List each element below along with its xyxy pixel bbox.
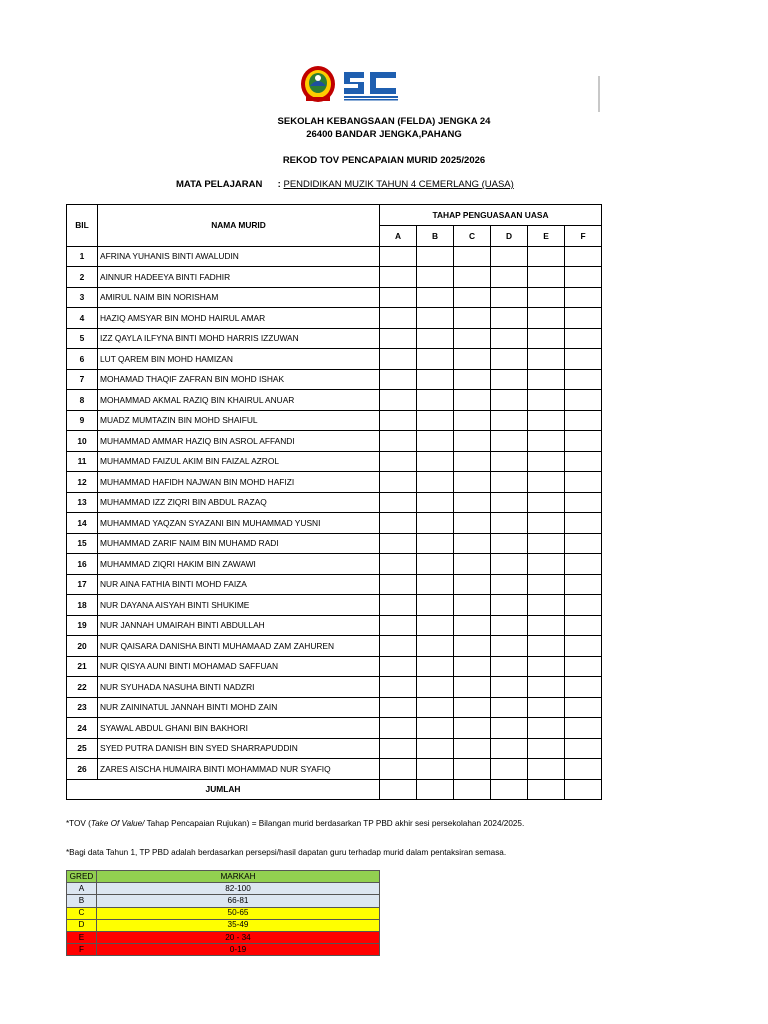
grade-cell[interactable] bbox=[528, 267, 565, 288]
table-row bbox=[67, 431, 602, 452]
student-name: SYED PUTRA DANISH BIN SYED SHARRAPUDDIN bbox=[98, 738, 380, 759]
student-name: IZZ QAYLA ILFYNA BINTI MOHD HARRIS IZZUWAN bbox=[98, 328, 380, 349]
grade-cell[interactable] bbox=[565, 492, 602, 513]
grade-cell[interactable] bbox=[565, 287, 602, 308]
grade-cell[interactable] bbox=[417, 349, 454, 370]
grade-cell[interactable] bbox=[380, 267, 417, 288]
table-row bbox=[67, 267, 602, 288]
grade-letter: D bbox=[67, 919, 97, 931]
grade-cell[interactable] bbox=[417, 328, 454, 349]
grade-cell[interactable] bbox=[528, 410, 565, 431]
tov-note bbox=[66, 819, 524, 828]
table-row bbox=[67, 349, 602, 370]
grade-cell[interactable] bbox=[528, 287, 565, 308]
grade-cell[interactable] bbox=[454, 472, 491, 493]
student-number: 23 bbox=[67, 697, 98, 718]
grade-cell[interactable] bbox=[528, 390, 565, 411]
total-cell[interactable] bbox=[528, 779, 565, 800]
grade-letter: A bbox=[67, 883, 97, 895]
student-number: 9 bbox=[67, 410, 98, 431]
grade-cell[interactable] bbox=[528, 636, 565, 657]
grade-cell[interactable] bbox=[528, 554, 565, 575]
grade-cell[interactable] bbox=[380, 431, 417, 452]
grade-cell[interactable] bbox=[380, 390, 417, 411]
student-name: MUHAMMAD YAQZAN SYAZANI BIN MUHAMMAD YUSNI bbox=[98, 513, 380, 534]
grade-cell[interactable] bbox=[528, 492, 565, 513]
grade-table bbox=[66, 870, 380, 956]
grade-cell[interactable] bbox=[417, 718, 454, 739]
grade-cell[interactable] bbox=[565, 308, 602, 329]
table-row bbox=[67, 759, 602, 780]
student-number: 16 bbox=[67, 554, 98, 575]
table-row bbox=[67, 246, 602, 267]
grade-cell[interactable] bbox=[417, 451, 454, 472]
student-number: 26 bbox=[67, 759, 98, 780]
grade-cell[interactable] bbox=[491, 472, 528, 493]
grade-cell[interactable] bbox=[454, 738, 491, 759]
grade-cell[interactable] bbox=[565, 738, 602, 759]
student-name: NUR QAISARA DANISHA BINTI MUHAMAAD ZAM ZAHUREN bbox=[98, 636, 380, 657]
grade-cell[interactable] bbox=[380, 246, 417, 267]
grade-cell[interactable] bbox=[417, 738, 454, 759]
grade-cell[interactable] bbox=[491, 246, 528, 267]
grade-row bbox=[67, 883, 380, 895]
grade-cell[interactable] bbox=[528, 349, 565, 370]
grade-cell[interactable] bbox=[491, 595, 528, 616]
total-cell[interactable] bbox=[417, 779, 454, 800]
student-number: 15 bbox=[67, 533, 98, 554]
grade-cell[interactable] bbox=[565, 349, 602, 370]
grade-cell[interactable] bbox=[417, 390, 454, 411]
grade-cell[interactable] bbox=[454, 451, 491, 472]
grade-cell[interactable] bbox=[565, 369, 602, 390]
column-header-name: NAMA MURID bbox=[98, 205, 380, 247]
table-row bbox=[67, 287, 602, 308]
table-row bbox=[67, 472, 602, 493]
table-row bbox=[67, 308, 602, 329]
grade-cell[interactable] bbox=[380, 554, 417, 575]
grade-cell[interactable] bbox=[491, 308, 528, 329]
grade-cell[interactable] bbox=[528, 513, 565, 534]
grade-cell[interactable] bbox=[417, 267, 454, 288]
student-name: NUR AINA FATHIA BINTI MOHD FAIZA bbox=[98, 574, 380, 595]
student-number: 8 bbox=[67, 390, 98, 411]
grade-cell[interactable] bbox=[491, 718, 528, 739]
grade-cell[interactable] bbox=[491, 513, 528, 534]
student-name: MUHAMMAD ZARIF NAIM BIN MUHAMD RADI bbox=[98, 533, 380, 554]
subject-line bbox=[176, 179, 514, 190]
grade-marks: 35-49 bbox=[97, 919, 380, 931]
grade-cell[interactable] bbox=[565, 759, 602, 780]
grade-cell[interactable] bbox=[454, 595, 491, 616]
grade-cell[interactable] bbox=[491, 410, 528, 431]
student-name: MUADZ MUMTAZIN BIN MOHD SHAIFUL bbox=[98, 410, 380, 431]
grade-cell[interactable] bbox=[417, 759, 454, 780]
student-name: NUR QISYA AUNI BINTI MOHAMAD SAFFUAN bbox=[98, 656, 380, 677]
student-name: MUHAMMAD FAIZUL AKIM BIN FAIZAL AZROL bbox=[98, 451, 380, 472]
grade-cell[interactable] bbox=[417, 246, 454, 267]
grade-cell[interactable] bbox=[380, 533, 417, 554]
grade-cell[interactable] bbox=[454, 513, 491, 534]
grade-marks: 50-65 bbox=[97, 907, 380, 919]
tov-note-prefix: *TOV ( bbox=[66, 819, 91, 828]
grade-marks: 20 - 34 bbox=[97, 931, 380, 943]
grade-cell[interactable] bbox=[565, 615, 602, 636]
grade-column-a: A bbox=[380, 226, 417, 247]
student-number: 6 bbox=[67, 349, 98, 370]
grade-cell[interactable] bbox=[417, 431, 454, 452]
table-row bbox=[67, 533, 602, 554]
tov-note-italic: Take Of Value/ bbox=[90, 819, 145, 828]
student-number: 5 bbox=[67, 328, 98, 349]
student-number: 10 bbox=[67, 431, 98, 452]
grade-cell[interactable] bbox=[491, 759, 528, 780]
grade-cell[interactable] bbox=[565, 677, 602, 698]
student-name: MUHAMMAD IZZ ZIQRI BIN ABDUL RAZAQ bbox=[98, 492, 380, 513]
grade-cell[interactable] bbox=[565, 656, 602, 677]
grade-cell[interactable] bbox=[528, 759, 565, 780]
student-name: NUR SYUHADA NASUHA BINTI NADZRI bbox=[98, 677, 380, 698]
grade-cell[interactable] bbox=[454, 636, 491, 657]
grade-cell[interactable] bbox=[565, 328, 602, 349]
grade-row bbox=[67, 931, 380, 943]
education-ministry-logo bbox=[340, 66, 402, 102]
grade-cell[interactable] bbox=[528, 246, 565, 267]
grade-cell[interactable] bbox=[528, 718, 565, 739]
grade-cell[interactable] bbox=[565, 267, 602, 288]
grade-cell[interactable] bbox=[454, 574, 491, 595]
grade-cell[interactable] bbox=[380, 308, 417, 329]
grade-letter: C bbox=[67, 907, 97, 919]
grade-column-b: B bbox=[417, 226, 454, 247]
grade-cell[interactable] bbox=[565, 533, 602, 554]
grade-cell[interactable] bbox=[454, 246, 491, 267]
grade-cell[interactable] bbox=[491, 533, 528, 554]
student-number: 14 bbox=[67, 513, 98, 534]
grade-cell[interactable] bbox=[528, 451, 565, 472]
grade-cell[interactable] bbox=[454, 533, 491, 554]
grade-cell[interactable] bbox=[491, 287, 528, 308]
divider-line bbox=[598, 76, 600, 112]
grade-cell[interactable] bbox=[380, 656, 417, 677]
grade-cell[interactable] bbox=[491, 390, 528, 411]
grade-cell[interactable] bbox=[491, 451, 528, 472]
grade-row bbox=[67, 919, 380, 931]
grade-cell[interactable] bbox=[565, 431, 602, 452]
grade-cell[interactable] bbox=[380, 472, 417, 493]
school-logos bbox=[300, 64, 402, 104]
grade-cell[interactable] bbox=[528, 697, 565, 718]
grade-cell[interactable] bbox=[454, 328, 491, 349]
student-number: 12 bbox=[67, 472, 98, 493]
table-row bbox=[67, 718, 602, 739]
student-name: LUT QAREM BIN MOHD HAMIZAN bbox=[98, 349, 380, 370]
year1-note: *Bagi data Tahun 1, TP PBD adalah berdasarkan persepsi/hasil dapatan guru terhadap murid dalam pentaksiran semasa. bbox=[66, 848, 507, 857]
table-row bbox=[67, 697, 602, 718]
grade-cell[interactable] bbox=[380, 328, 417, 349]
column-header-mastery-level: TAHAP PENGUASAAN UASA bbox=[380, 205, 602, 226]
grade-cell[interactable] bbox=[454, 431, 491, 452]
grade-cell[interactable] bbox=[528, 431, 565, 452]
grade-cell[interactable] bbox=[454, 615, 491, 636]
grade-cell[interactable] bbox=[565, 697, 602, 718]
grade-cell[interactable] bbox=[454, 349, 491, 370]
grade-letter: F bbox=[67, 944, 97, 956]
student-number: 25 bbox=[67, 738, 98, 759]
grade-cell[interactable] bbox=[417, 574, 454, 595]
student-name: MUHAMMAD HAFIDH NAJWAN BIN MOHD HAFIZI bbox=[98, 472, 380, 493]
grade-cell[interactable] bbox=[528, 328, 565, 349]
total-cell[interactable] bbox=[491, 779, 528, 800]
student-record-table bbox=[66, 204, 602, 800]
grade-cell[interactable] bbox=[454, 656, 491, 677]
student-name: NUR JANNAH UMAIRAH BINTI ABDULLAH bbox=[98, 615, 380, 636]
grade-cell[interactable] bbox=[565, 246, 602, 267]
student-number: 19 bbox=[67, 615, 98, 636]
grade-cell[interactable] bbox=[454, 410, 491, 431]
grade-cell[interactable] bbox=[380, 697, 417, 718]
table-row bbox=[67, 328, 602, 349]
grade-column-e: E bbox=[528, 226, 565, 247]
grade-row bbox=[67, 895, 380, 907]
total-cell[interactable] bbox=[565, 779, 602, 800]
grade-cell[interactable] bbox=[565, 554, 602, 575]
grade-cell[interactable] bbox=[528, 308, 565, 329]
grade-cell[interactable] bbox=[491, 636, 528, 657]
student-number: 13 bbox=[67, 492, 98, 513]
student-number: 18 bbox=[67, 595, 98, 616]
grade-cell[interactable] bbox=[454, 492, 491, 513]
grade-cell[interactable] bbox=[565, 718, 602, 739]
grade-cell[interactable] bbox=[417, 533, 454, 554]
grade-column-f: F bbox=[565, 226, 602, 247]
student-name: AINNUR HADEEYA BINTI FADHIR bbox=[98, 267, 380, 288]
student-number: 7 bbox=[67, 369, 98, 390]
grade-cell[interactable] bbox=[380, 513, 417, 534]
grade-cell[interactable] bbox=[380, 718, 417, 739]
student-name: MUHAMMAD ZIQRI HAKIM BIN ZAWAWI bbox=[98, 554, 380, 575]
table-row bbox=[67, 677, 602, 698]
table-row bbox=[67, 636, 602, 657]
grade-cell[interactable] bbox=[491, 677, 528, 698]
grade-cell[interactable] bbox=[380, 595, 417, 616]
student-number: 17 bbox=[67, 574, 98, 595]
student-number: 3 bbox=[67, 287, 98, 308]
grade-cell[interactable] bbox=[528, 369, 565, 390]
grade-cell[interactable] bbox=[380, 759, 417, 780]
subject-separator: : bbox=[277, 179, 281, 190]
grade-cell[interactable] bbox=[491, 328, 528, 349]
table-row bbox=[67, 615, 602, 636]
grade-cell[interactable] bbox=[380, 451, 417, 472]
table-row bbox=[67, 738, 602, 759]
grade-cell[interactable] bbox=[565, 410, 602, 431]
student-number: 2 bbox=[67, 267, 98, 288]
grade-column-c: C bbox=[454, 226, 491, 247]
table-row bbox=[67, 513, 602, 534]
grade-cell[interactable] bbox=[565, 472, 602, 493]
marks-header: MARKAH bbox=[97, 871, 380, 883]
grade-cell[interactable] bbox=[491, 738, 528, 759]
grade-cell[interactable] bbox=[380, 287, 417, 308]
table-row bbox=[67, 492, 602, 513]
grade-cell[interactable] bbox=[380, 636, 417, 657]
student-number: 24 bbox=[67, 718, 98, 739]
grade-cell[interactable] bbox=[528, 472, 565, 493]
student-name: AMIRUL NAIM BIN NORISHAM bbox=[98, 287, 380, 308]
grade-cell[interactable] bbox=[380, 369, 417, 390]
grade-cell[interactable] bbox=[565, 451, 602, 472]
student-name: HAZIQ AMSYAR BIN MOHD HAIRUL AMAR bbox=[98, 308, 380, 329]
grade-letter: B bbox=[67, 895, 97, 907]
grade-cell[interactable] bbox=[454, 390, 491, 411]
student-number: 4 bbox=[67, 308, 98, 329]
grade-cell[interactable] bbox=[380, 349, 417, 370]
grade-cell[interactable] bbox=[491, 697, 528, 718]
table-row bbox=[67, 554, 602, 575]
student-name: ZARES AISCHA HUMAIRA BINTI MOHAMMAD NUR SYAFIQ bbox=[98, 759, 380, 780]
subject-label: MATA PELAJARAN bbox=[176, 179, 263, 190]
grade-cell[interactable] bbox=[380, 738, 417, 759]
grade-marks: 0-19 bbox=[97, 944, 380, 956]
grade-marks: 82-100 bbox=[97, 883, 380, 895]
table-row bbox=[67, 574, 602, 595]
grade-cell[interactable] bbox=[528, 615, 565, 636]
grade-cell[interactable] bbox=[528, 677, 565, 698]
grade-cell[interactable] bbox=[417, 369, 454, 390]
student-name: AFRINA YUHANIS BINTI AWALUDIN bbox=[98, 246, 380, 267]
grade-cell[interactable] bbox=[491, 349, 528, 370]
grade-cell[interactable] bbox=[417, 492, 454, 513]
table-row bbox=[67, 451, 602, 472]
column-header-bil: BIL bbox=[67, 205, 98, 247]
student-name: MUHAMMAD AMMAR HAZIQ BIN ASROL AFFANDI bbox=[98, 431, 380, 452]
grade-letter: E bbox=[67, 931, 97, 943]
grade-cell[interactable] bbox=[417, 513, 454, 534]
grade-cell[interactable] bbox=[417, 595, 454, 616]
grade-cell[interactable] bbox=[454, 759, 491, 780]
student-name: NUR ZAININATUL JANNAH BINTI MOHD ZAIN bbox=[98, 697, 380, 718]
student-name: MOHAMMAD AKMAL RAZIQ BIN KHAIRUL ANUAR bbox=[98, 390, 380, 411]
student-number: 21 bbox=[67, 656, 98, 677]
grade-cell[interactable] bbox=[454, 287, 491, 308]
total-label: JUMLAH bbox=[67, 779, 380, 800]
grade-cell[interactable] bbox=[417, 697, 454, 718]
grade-cell[interactable] bbox=[491, 656, 528, 677]
grade-cell[interactable] bbox=[528, 595, 565, 616]
subject-value: PENDIDIKAN MUZIK TAHUN 4 CEMERLANG (UASA) bbox=[283, 179, 514, 190]
grade-cell[interactable] bbox=[380, 677, 417, 698]
grade-column-d: D bbox=[491, 226, 528, 247]
grade-cell[interactable] bbox=[528, 533, 565, 554]
grade-cell[interactable] bbox=[491, 492, 528, 513]
grade-cell[interactable] bbox=[454, 308, 491, 329]
grade-cell[interactable] bbox=[491, 554, 528, 575]
grade-cell[interactable] bbox=[454, 369, 491, 390]
grade-cell[interactable] bbox=[491, 431, 528, 452]
tov-note-suffix: Tahap Pencapaian Rujukan) = Bilangan murid berdasarkan TP PBD akhir sesi persekolahan 2024/2025. bbox=[144, 819, 525, 828]
student-number: 22 bbox=[67, 677, 98, 698]
grade-cell[interactable] bbox=[417, 615, 454, 636]
table-row bbox=[67, 410, 602, 431]
grade-cell[interactable] bbox=[491, 369, 528, 390]
grade-cell[interactable] bbox=[565, 513, 602, 534]
table-row bbox=[67, 369, 602, 390]
grade-cell[interactable] bbox=[565, 390, 602, 411]
grade-cell[interactable] bbox=[380, 574, 417, 595]
record-title: REKOD TOV PENCAPAIAN MURID 2025/2026 bbox=[282, 155, 486, 166]
total-cell[interactable] bbox=[454, 779, 491, 800]
school-address: 26400 BANDAR JENGKA,PAHANG bbox=[306, 129, 462, 140]
grade-cell[interactable] bbox=[380, 492, 417, 513]
student-name: SYAWAL ABDUL GHANI BIN BAKHORI bbox=[98, 718, 380, 739]
grade-cell[interactable] bbox=[491, 615, 528, 636]
table-row bbox=[67, 390, 602, 411]
grade-cell[interactable] bbox=[417, 677, 454, 698]
grade-cell[interactable] bbox=[491, 267, 528, 288]
grade-cell[interactable] bbox=[565, 636, 602, 657]
grade-cell[interactable] bbox=[380, 615, 417, 636]
table-row bbox=[67, 656, 602, 677]
grade-cell[interactable] bbox=[417, 656, 454, 677]
grade-row bbox=[67, 907, 380, 919]
grade-cell[interactable] bbox=[528, 574, 565, 595]
grade-cell[interactable] bbox=[454, 677, 491, 698]
student-name: NUR DAYANA AISYAH BINTI SHUKIME bbox=[98, 595, 380, 616]
grade-cell[interactable] bbox=[417, 308, 454, 329]
grade-marks: 66-81 bbox=[97, 895, 380, 907]
student-name: MOHAMAD THAQIF ZAFRAN BIN MOHD ISHAK bbox=[98, 369, 380, 390]
total-cell[interactable] bbox=[380, 779, 417, 800]
student-number: 20 bbox=[67, 636, 98, 657]
grade-cell[interactable] bbox=[454, 267, 491, 288]
grade-header: GRED bbox=[67, 871, 97, 883]
grade-cell[interactable] bbox=[491, 574, 528, 595]
school-name: SEKOLAH KEBANGSAAN (FELDA) JENGKA 24 bbox=[277, 116, 491, 127]
grade-cell[interactable] bbox=[417, 287, 454, 308]
grade-cell[interactable] bbox=[565, 595, 602, 616]
student-number: 1 bbox=[67, 246, 98, 267]
grade-row bbox=[67, 944, 380, 956]
grade-cell[interactable] bbox=[454, 554, 491, 575]
grade-cell[interactable] bbox=[565, 574, 602, 595]
grade-cell[interactable] bbox=[528, 656, 565, 677]
table-row bbox=[67, 595, 602, 616]
grade-cell[interactable] bbox=[380, 410, 417, 431]
grade-cell[interactable] bbox=[417, 554, 454, 575]
grade-cell[interactable] bbox=[417, 410, 454, 431]
grade-cell[interactable] bbox=[454, 697, 491, 718]
grade-cell[interactable] bbox=[417, 472, 454, 493]
student-number: 11 bbox=[67, 451, 98, 472]
grade-cell[interactable] bbox=[417, 636, 454, 657]
grade-cell[interactable] bbox=[528, 738, 565, 759]
grade-cell[interactable] bbox=[454, 718, 491, 739]
